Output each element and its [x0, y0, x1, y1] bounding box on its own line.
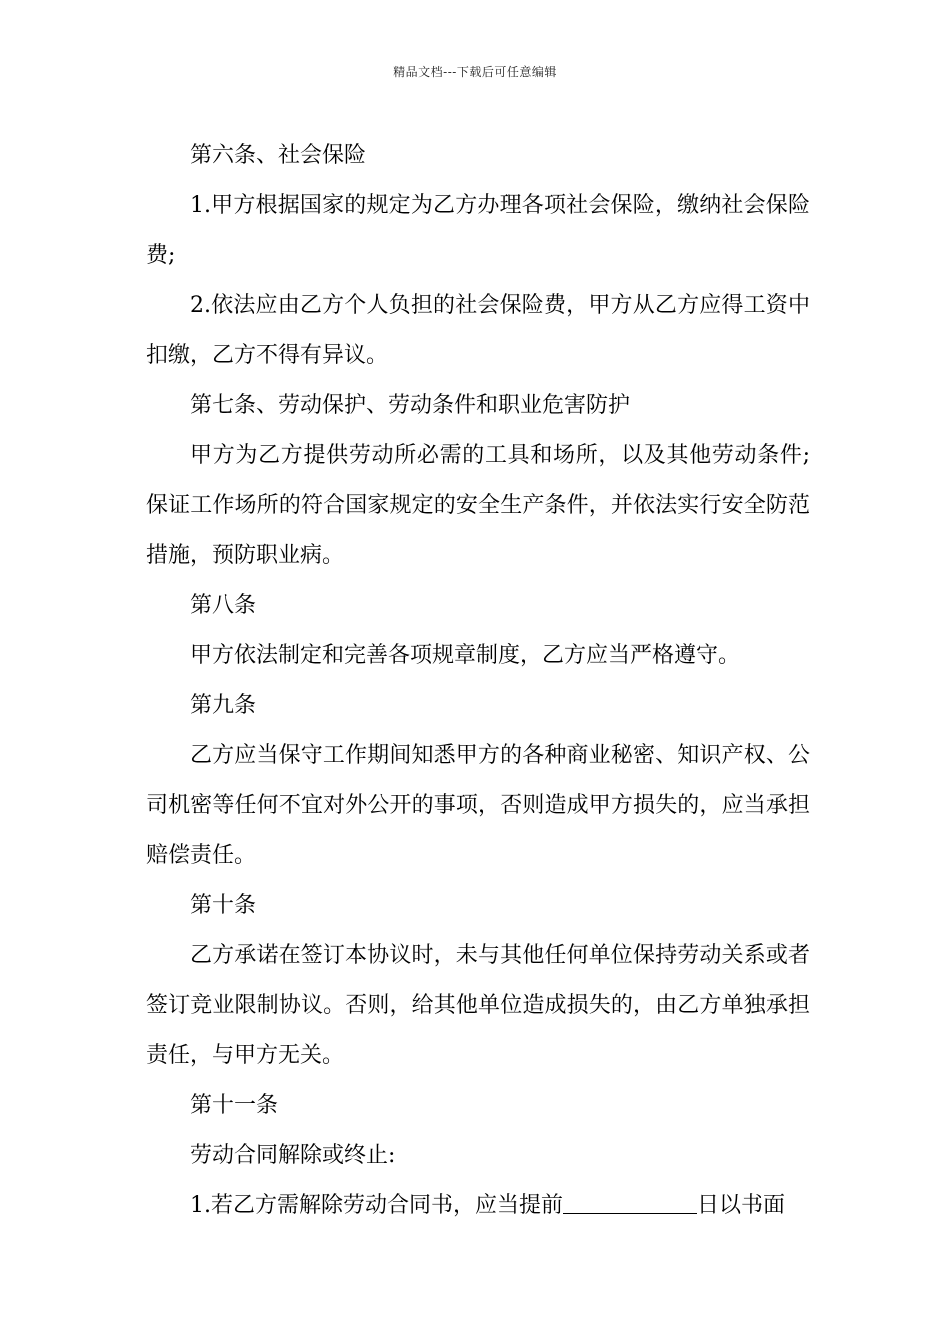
article-6-clause-2: 2.依法应由乙方个人负担的社会保险费，甲方从乙方应得工资中扣缴，乙方不得有异议。 [146, 293, 810, 368]
document-body [146, 131, 810, 1231]
article-6-heading: 第六条、社会保险 [190, 143, 367, 168]
article-8-text: 甲方依法制定和完善各项规章制度，乙方应当严格遵守。 [190, 643, 741, 668]
article-6-clause-1: 1.甲方根据国家的规定为乙方办理各项社会保险，缴纳社会保险费; [146, 193, 810, 268]
article-7-text: 甲方为乙方提供劳动所必需的工具和场所，以及其他劳动条件;保证工作场所的符合国家规定的安全生产条件，并依法实行安全防范措施，预防职业病。 [146, 443, 810, 568]
clause-1-text-after: 日以书面 [697, 1193, 786, 1218]
fill-in-blank [563, 1189, 697, 1214]
article-7-heading: 第七条、劳动保护、劳动条件和职业危害防护 [190, 393, 631, 418]
article-9-heading: 第九条 [190, 693, 257, 718]
article-8-heading: 第八条 [190, 593, 257, 618]
article-11-clause-1 [146, 1181, 810, 1231]
page-header: 精品文档---下载后可任意编辑 [393, 65, 557, 79]
article-11-heading: 第十一条 [190, 1093, 279, 1118]
article-10-heading: 第十条 [190, 893, 257, 918]
article-9-text: 乙方应当保守工作期间知悉甲方的各种商业秘密、知识产权、公司机密等任何不宜对外公开的事项，否则造成甲方损失的，应当承担赔偿责任。 [146, 743, 810, 868]
article-10-text: 乙方承诺在签订本协议时，未与其他任何单位保持劳动关系或者签订竞业限制协议。否则，给其他单位造成损失的，由乙方单独承担责任，与甲方无关。 [146, 943, 810, 1068]
article-11-intro: 劳动合同解除或终止: [190, 1143, 396, 1168]
clause-1-text-before: 1.若乙方需解除劳动合同书，应当提前 [190, 1193, 563, 1218]
